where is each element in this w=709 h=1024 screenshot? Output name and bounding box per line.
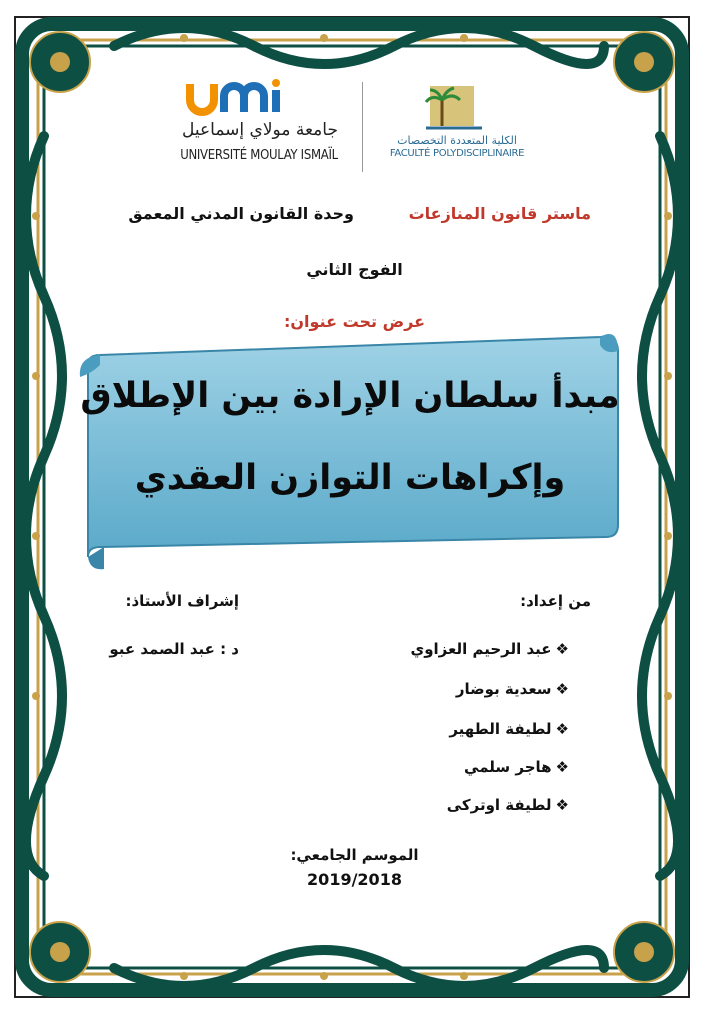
diamond-bullet-icon: ❖ [555,720,569,738]
supervisor-name: د : عبد الصمد عبو [109,640,239,658]
author-item: ❖هاجر سلمي [464,758,569,776]
presentation-title-line-2: وإكراهات التوازن العقدي [134,458,566,498]
faculty-name-ar: الكلية المتعددة التخصصات [397,134,517,147]
supervisor-label: إشراف الأستاذ: [125,592,239,610]
author-item: ❖عبد الرحيم العزاوي [410,640,569,658]
diamond-bullet-icon: ❖ [555,680,569,698]
university-name-fr: UNIVERSITÉ MOULAY ISMAÏL [180,148,338,163]
diamond-bullet-icon: ❖ [555,796,569,814]
faculty-logo-icon [420,78,490,134]
umi-mark-icon [150,78,350,118]
diamond-bullet-icon: ❖ [555,640,569,658]
course-unit: وحدة القانون المدني المعمق [128,204,354,223]
master-program: ماستر قانون المنازعات [408,204,591,223]
logo-divider [362,82,363,172]
author-item: ❖لطيفة الطهير [449,720,569,738]
author-item: ❖لطيفة اوتركى [446,796,569,814]
university-name-ar: جامعة مولاي إسماعيل [182,120,338,140]
logo-header [150,78,550,188]
group-label: الفوج الثاني [306,260,403,279]
title-scroll-banner [70,325,630,575]
author-item: ❖سعدية بوضار [455,680,569,698]
prepared-by-label: من إعداد: [520,592,591,610]
academic-season-label: الموسم الجامعي: [290,846,419,864]
academic-season-year: 2019/2018 [307,870,402,889]
faculty-name-fr: FACULTÉ POLYDISCIPLINAIRE [389,148,525,159]
university-logo [150,78,350,188]
presentation-label: عرض تحت عنوان: [283,312,426,331]
diamond-bullet-icon: ❖ [555,758,569,776]
presentation-title-line-1: مبدأ سلطان الإرادة بين الإطلاق [80,376,620,416]
